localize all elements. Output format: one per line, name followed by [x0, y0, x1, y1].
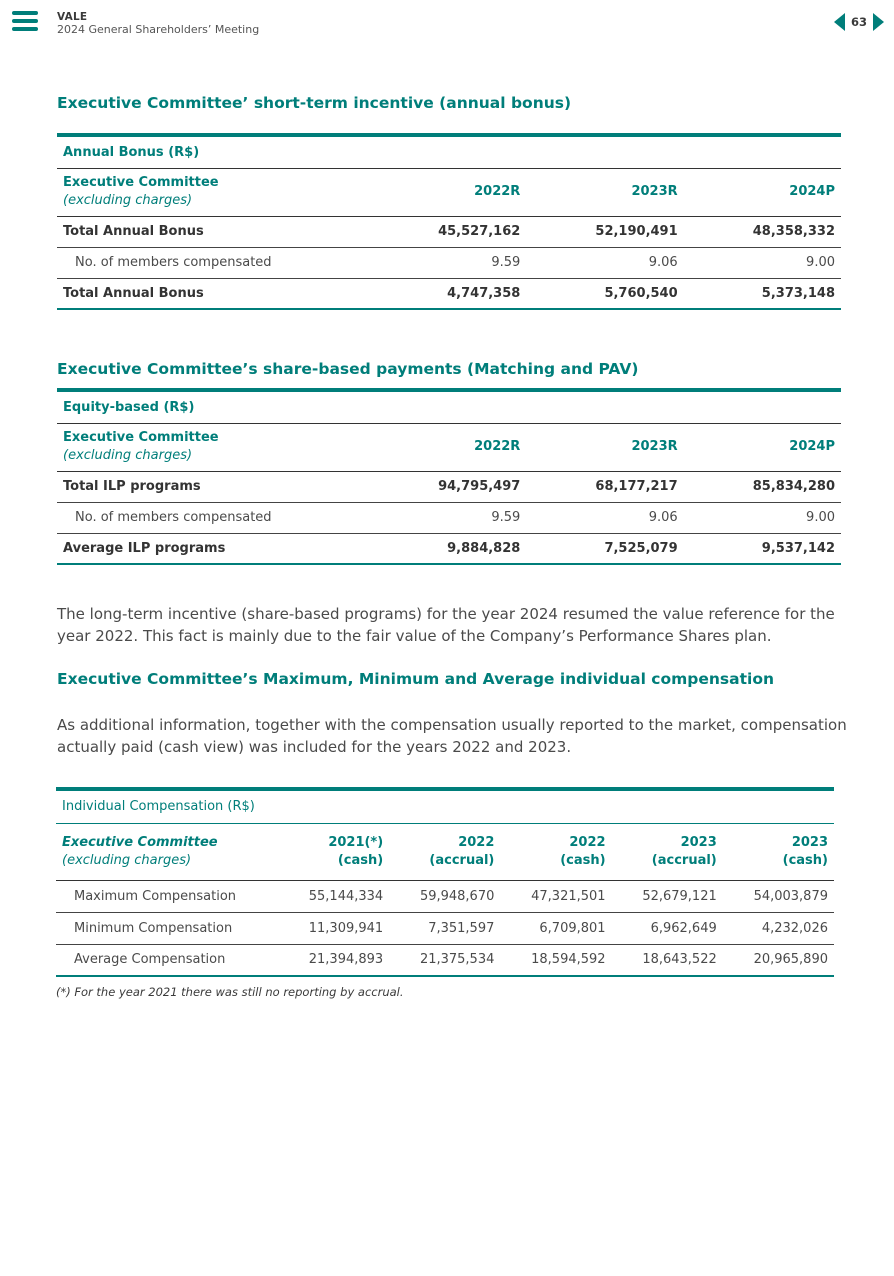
table-row — [56, 944, 834, 976]
row-value: 20,965,890 — [723, 944, 834, 976]
column-header-year: 2022 — [458, 834, 495, 850]
header-label-main: Executive Committee — [63, 175, 219, 190]
row-value: 59,948,670 — [389, 880, 500, 912]
column-header — [389, 823, 500, 880]
column-header: 2023R — [526, 168, 683, 216]
column-header: 2024P — [684, 423, 841, 471]
row-label: Average ILP programs — [57, 533, 369, 564]
next-page-icon[interactable] — [873, 13, 884, 31]
row-value: 18,594,592 — [500, 944, 611, 976]
bonus-section-title: Executive Committee’ short-term incentive (annual bonus) — [57, 94, 572, 112]
row-value: 7,351,597 — [389, 912, 500, 944]
page-navigator — [834, 12, 884, 32]
column-header — [612, 823, 723, 880]
table-row — [56, 880, 834, 912]
row-value: 21,394,893 — [278, 944, 389, 976]
annual-bonus-table — [57, 133, 841, 310]
row-label: Total Annual Bonus — [57, 278, 369, 309]
row-value: 9,537,142 — [684, 533, 841, 564]
row-value: 9.59 — [369, 247, 526, 278]
table-row — [57, 278, 841, 309]
row-value: 11,309,941 — [278, 912, 389, 944]
row-value: 9.00 — [684, 247, 841, 278]
page-number: 63 — [850, 15, 867, 29]
table-row — [56, 912, 834, 944]
document-title: 2024 General Shareholders’ Meeting — [57, 23, 260, 36]
prev-page-icon[interactable] — [834, 13, 845, 31]
column-header: 2023R — [526, 423, 683, 471]
table-row — [57, 533, 841, 564]
row-value: 9.06 — [526, 502, 683, 533]
row-value: 6,962,649 — [612, 912, 723, 944]
row-value: 94,795,497 — [369, 471, 526, 502]
menu-icon[interactable] — [12, 11, 38, 33]
row-value: 5,760,540 — [526, 278, 683, 309]
column-header-year: 2023 — [791, 834, 828, 850]
row-label: Minimum Compensation — [56, 912, 278, 944]
row-value: 45,527,162 — [369, 216, 526, 247]
row-value: 7,525,079 — [526, 533, 683, 564]
table-header-label — [57, 168, 369, 216]
share-based-table — [57, 388, 841, 565]
individual-compensation-table — [56, 787, 834, 977]
long-term-incentive-paragraph: The long-term incentive (share-based programs) for the year 2024 resumed the value reference for the year 2022. This fact is mainly due to the fair value of the Company’s Performance Shares plan. — [57, 605, 835, 645]
table-row — [57, 502, 841, 533]
column-header: 2022R — [369, 423, 526, 471]
column-header-basis: (cash) — [337, 852, 384, 868]
column-header-basis: (cash) — [782, 852, 828, 868]
row-value: 47,321,501 — [500, 880, 611, 912]
table-row — [57, 247, 841, 278]
header-label-sub: (excluding charges) — [63, 193, 193, 208]
row-value: 85,834,280 — [684, 471, 841, 502]
row-value: 54,003,879 — [723, 880, 834, 912]
row-label: Total Annual Bonus — [57, 216, 369, 247]
column-header-year: 2022 — [569, 834, 606, 850]
table-header-row — [56, 823, 834, 880]
column-header: 2024P — [684, 168, 841, 216]
header-label-main: Executive Committee — [62, 834, 218, 850]
brand-name: VALE — [57, 11, 88, 23]
table-unit-row — [57, 135, 841, 168]
share-section-title: Executive Committee’s share-based payments (Matching and PAV) — [57, 360, 639, 378]
row-value: 6,709,801 — [500, 912, 611, 944]
table-row — [57, 216, 841, 247]
individual-section-title: Executive Committee’s Maximum, Minimum and Average individual compensation — [57, 670, 775, 688]
row-value: 21,375,534 — [389, 944, 500, 976]
row-label: No. of members compensated — [57, 247, 369, 278]
column-header — [723, 823, 834, 880]
table-unit-label: Annual Bonus (R$) — [57, 135, 841, 168]
table-unit-row — [57, 390, 841, 423]
column-header-year: 2021(*) — [328, 834, 384, 850]
column-header — [500, 823, 611, 880]
table-unit-label: Equity-based (R$) — [57, 390, 841, 423]
header-label-sub: (excluding charges) — [62, 852, 192, 868]
column-header-year: 2023 — [680, 834, 717, 850]
column-header: 2022R — [369, 168, 526, 216]
table-header-row — [57, 423, 841, 471]
table-row — [57, 471, 841, 502]
row-label: Total ILP programs — [57, 471, 369, 502]
row-value: 18,643,522 — [612, 944, 723, 976]
row-value: 52,679,121 — [612, 880, 723, 912]
row-value: 4,747,358 — [369, 278, 526, 309]
row-value: 48,358,332 — [684, 216, 841, 247]
column-header-basis: (cash) — [560, 852, 606, 868]
row-value: 9.00 — [684, 502, 841, 533]
table-header-label — [57, 423, 369, 471]
footnote: (*) For the year 2021 there was still no reporting by accrual. — [56, 985, 404, 999]
page-header — [0, 0, 894, 48]
row-label: No. of members compensated — [57, 502, 369, 533]
row-label: Average Compensation — [56, 944, 278, 976]
row-value: 52,190,491 — [526, 216, 683, 247]
row-value: 9.59 — [369, 502, 526, 533]
table-header-label — [56, 823, 278, 880]
table-header-row — [57, 168, 841, 216]
column-header — [278, 823, 389, 880]
column-header-basis: (accrual) — [429, 852, 495, 868]
row-value: 9,884,828 — [369, 533, 526, 564]
column-header-basis: (accrual) — [651, 852, 717, 868]
row-value: 68,177,217 — [526, 471, 683, 502]
table-unit-row — [56, 789, 834, 823]
row-label: Maximum Compensation — [56, 880, 278, 912]
table-unit-label: Individual Compensation (R$) — [56, 789, 834, 823]
header-label-sub: (excluding charges) — [63, 448, 193, 463]
individual-intro-paragraph: As additional information, together with the compensation usually reported to the market, compensation actually paid (cash view) was included for the years 2022 and 2023. — [57, 716, 847, 756]
row-value: 5,373,148 — [684, 278, 841, 309]
row-value: 55,144,334 — [278, 880, 389, 912]
row-value: 4,232,026 — [723, 912, 834, 944]
header-label-main: Executive Committee — [63, 430, 219, 445]
row-value: 9.06 — [526, 247, 683, 278]
